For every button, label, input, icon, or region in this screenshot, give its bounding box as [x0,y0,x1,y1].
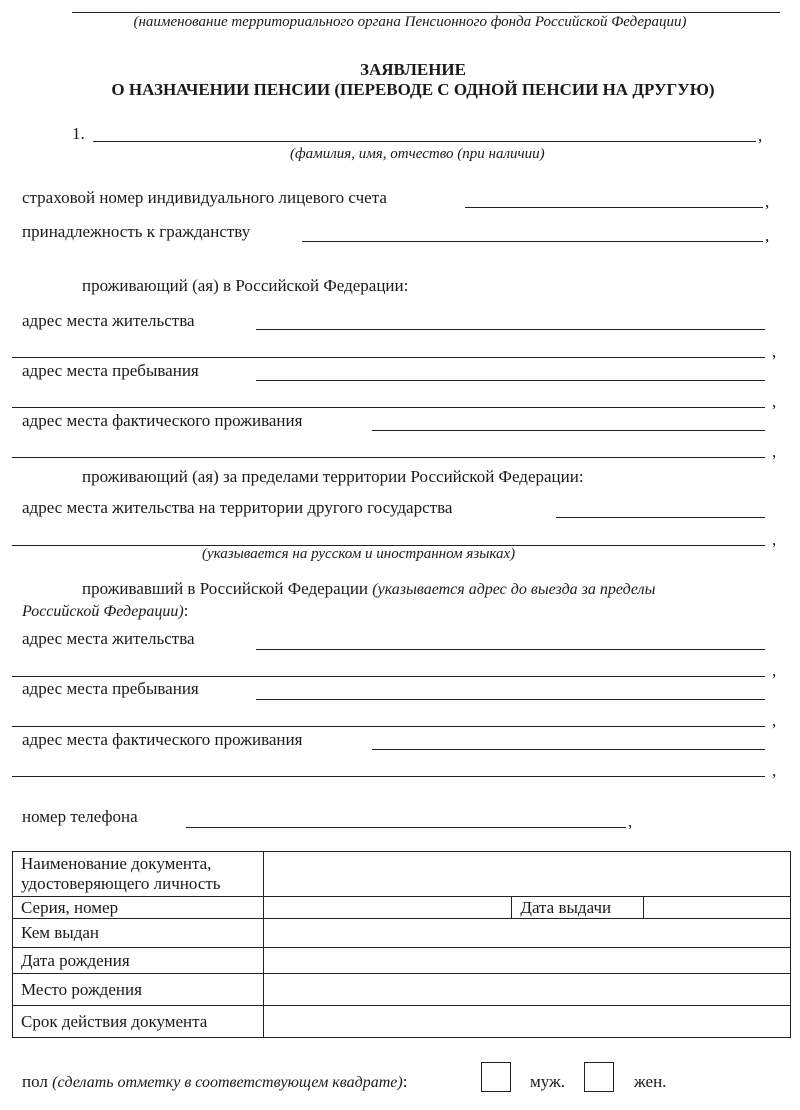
gender-label: пол [22,1072,48,1091]
former-address-living-field[interactable] [256,649,765,650]
fio-field[interactable] [93,141,756,142]
issue-date-label: Дата выдачи [512,897,644,919]
issued-by-value[interactable] [263,919,790,948]
former-rf-heading-text: проживавший в Российской Федерации [82,579,369,598]
gender-row [22,1072,407,1092]
comma: , [765,192,770,211]
former-address-living-field-2[interactable] [12,676,765,677]
birth-place-label: Место рождения [13,974,264,1006]
rf-address-living-field-2[interactable] [12,357,765,358]
document-title: ЗАЯВЛЕНИЕ [359,60,466,79]
table-row [13,974,791,1006]
validity-value[interactable] [263,1006,790,1038]
former-rf-colon: : [183,601,189,620]
series-number-value[interactable] [263,897,512,919]
comma: , [772,530,777,549]
comma: , [628,812,633,831]
rf-address-stay-field-2[interactable] [12,407,765,408]
former-rf-hint-line2 [22,601,188,621]
former-address-living-label: адрес места жительства [22,629,195,648]
doc-name-line2: удостоверяющего личность [21,874,221,893]
doc-name-value[interactable] [263,852,790,897]
table-row [13,919,791,948]
comma: , [772,711,777,730]
rf-address-stay-label: адрес места пребывания [22,361,199,380]
phone-label: номер телефона [22,807,138,826]
former-address-stay-field[interactable] [256,699,765,700]
female-label: жен. [634,1072,667,1091]
abroad-address-label: адрес места жительства на территории другого государства [22,498,453,517]
birth-date-label: Дата рождения [13,948,264,974]
gender-colon: : [402,1072,408,1091]
phone-field[interactable] [186,827,626,828]
issued-by-label: Кем выдан [13,919,264,948]
abroad-residence-heading: проживающий (ая) за пределами территории Российской Федерации: [82,467,584,486]
rf-address-actual-field[interactable] [372,430,765,431]
snils-label: страховой номер индивидуального лицевого счета [22,188,387,207]
abroad-address-field[interactable] [556,517,765,518]
male-label: муж. [530,1072,566,1091]
former-address-stay-label: адрес места пребывания [22,679,199,698]
comma: , [772,761,777,780]
authority-hint: (наименование территориального органа Пенсионного фонда Российской Федерации) [133,14,687,30]
table-row [13,852,791,897]
birth-place-value[interactable] [263,974,790,1006]
former-rf-heading [82,579,782,599]
issue-date-value[interactable] [644,897,791,919]
comma: , [772,342,777,361]
abroad-hint: (указывается на русском и иностранном языках) [202,546,516,562]
comma: , [765,226,770,245]
validity-label: Срок действия документа [13,1006,264,1038]
comma: , [758,126,763,145]
rf-address-stay-field[interactable] [256,380,765,381]
rf-address-living-label: адрес места жительства [22,311,195,330]
rf-address-living-field[interactable] [256,329,765,330]
authority-line [72,12,780,13]
former-rf-hint-2: Российской Федерации) [22,603,184,620]
female-checkbox[interactable] [584,1062,614,1092]
fio-hint: (фамилия, имя, отчество (при наличии) [290,146,545,162]
doc-name-label [13,852,264,897]
id-document-table [12,851,791,1038]
comma: , [772,442,777,461]
former-address-actual-field[interactable] [372,749,765,750]
former-address-stay-field-2[interactable] [12,726,765,727]
table-row [13,1006,791,1038]
gender-hint: (сделать отметку в соответствующем квадрате) [52,1074,403,1091]
doc-name-line1: Наименование документа, [21,854,212,873]
comma: , [772,392,777,411]
snils-field[interactable] [465,207,763,208]
document-subtitle: О НАЗНАЧЕНИИ ПЕНСИИ (ПЕРЕВОДЕ С ОДНОЙ ПЕНСИИ НА ДРУГУЮ) [111,80,715,99]
series-number-label: Серия, номер [13,897,264,919]
table-row [13,948,791,974]
citizenship-label: принадлежность к гражданству [22,222,251,241]
table-row [13,897,791,919]
former-address-actual-label: адрес места фактического проживания [22,730,303,749]
rf-address-actual-field-2[interactable] [12,457,765,458]
rf-residence-heading: проживающий (ая) в Российской Федерации: [82,276,409,295]
former-rf-hint: (указывается адрес до выезда за пределы [372,581,656,598]
male-checkbox[interactable] [481,1062,511,1092]
former-address-actual-field-2[interactable] [12,776,765,777]
rf-address-actual-label: адрес места фактического проживания [22,411,303,430]
comma: , [772,661,777,680]
item-number: 1. [72,124,85,143]
birth-date-value[interactable] [263,948,790,974]
citizenship-field[interactable] [302,241,763,242]
